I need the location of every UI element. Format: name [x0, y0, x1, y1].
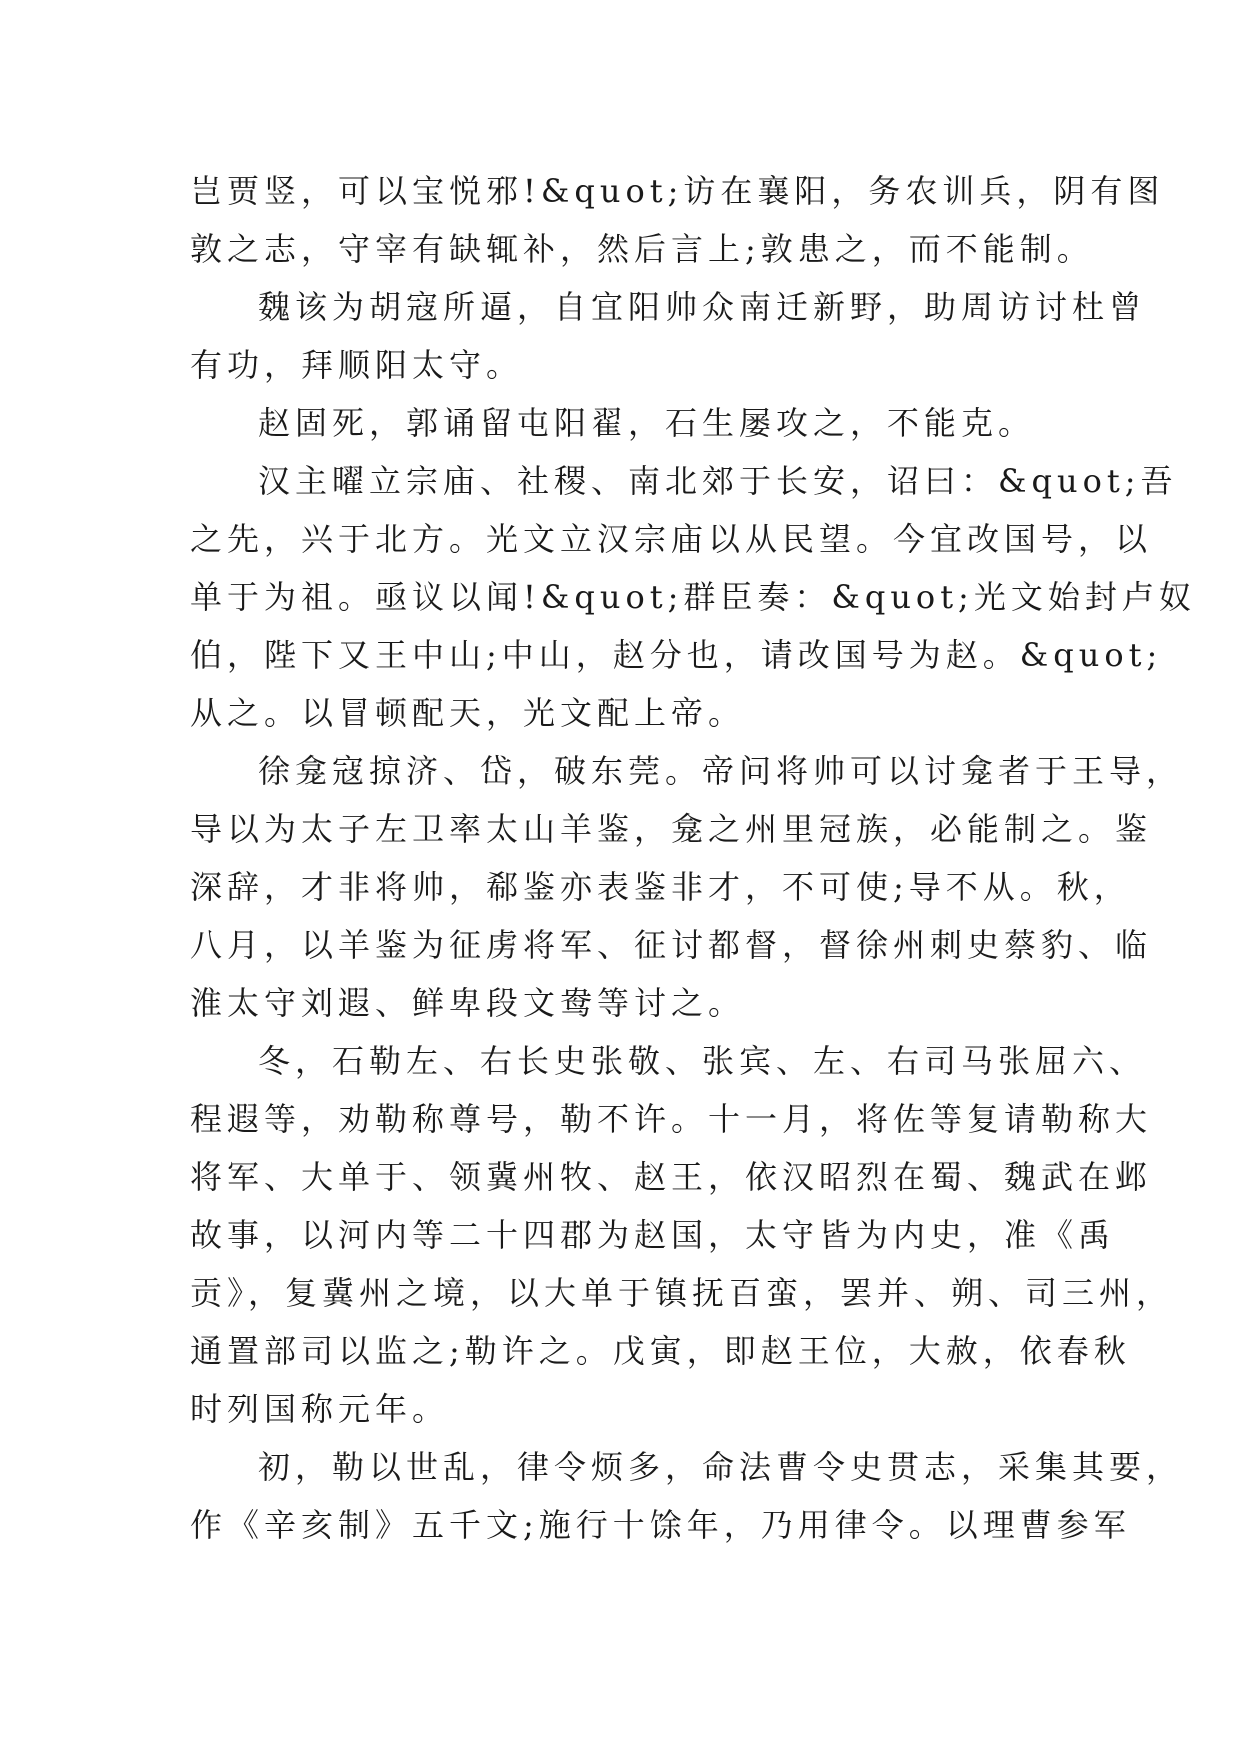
text-line: 敦之志，守宰有缺辄补，然后言上;敦患之，而不能制。	[190, 230, 1094, 268]
text-line: 之先，兴于北方。光文立汉宗庙以从民望。今宜改国号，以	[190, 520, 1153, 558]
paragraph	[190, 162, 1165, 278]
text-line: 程遐等，劝勒称尊号，勒不许。十一月，将佐等复请勒称大	[190, 1100, 1153, 1138]
text-line: 作《辛亥制》五千文;施行十馀年，乃用律令。以理曹参军	[190, 1506, 1131, 1544]
document-body	[190, 162, 1196, 1554]
text-line: 赵固死，郭诵留屯阳翟，石生屡攻之，不能克。	[258, 404, 1036, 442]
text-line: 汉主曜立宗庙、社稷、南北郊于长安，诏曰：&quot;吾	[258, 462, 1178, 500]
text-line: 八月，以羊鉴为征虏将军、征讨都督，督徐州刺史蔡豹、临	[190, 926, 1153, 964]
text-line: 岂贾竖，可以宝悦邪!&quot;访在襄阳，务农训兵，阴有图	[190, 172, 1165, 210]
text-line: 通置部司以监之;勒许之。戊寅，即赵王位，大赦，依春秋	[190, 1332, 1131, 1370]
text-line: 伯，陛下又王中山;中山，赵分也，请改国号为赵。&quot;	[190, 636, 1163, 674]
paragraph	[190, 278, 1147, 394]
text-line: 时列国称元年。	[190, 1390, 450, 1428]
paragraph	[190, 1032, 1174, 1438]
text-line: 将军、大单于、领冀州牧、赵王，依汉昭烈在蜀、魏武在邺	[190, 1158, 1153, 1196]
text-line: 魏该为胡寇所逼，自宜阳帅众南迁新野，助周访讨杜曾	[258, 288, 1147, 326]
text-line: 冬，石勒左、右长史张敬、张宾、左、右司马张屈六、	[258, 1042, 1147, 1080]
text-line: 徐龛寇掠济、岱，破东莞。帝问将帅可以讨龛者于王导，	[258, 752, 1184, 790]
text-line: 初，勒以世乱，律令烦多，命法曹令史贯志，采集其要，	[258, 1448, 1184, 1486]
text-line: 有功，拜顺阳太守。	[190, 346, 524, 384]
paragraph	[190, 394, 1090, 452]
text-line: 深辞，才非将帅，郗鉴亦表鉴非才，不可使;导不从。秋，	[190, 868, 1131, 906]
text-line: 单于为祖。亟议以闻!&quot;群臣奏：&quot;光文始封卢奴	[190, 578, 1196, 616]
text-line: 导以为太子左卫率太山羊鉴，龛之州里冠族，必能制之。鉴	[190, 810, 1153, 848]
paragraph	[190, 742, 1184, 1032]
text-line: 故事，以河内等二十四郡为赵国，太守皆为内史，准《禹	[190, 1216, 1116, 1254]
paragraph	[190, 1438, 1184, 1554]
paragraph	[190, 452, 1196, 742]
text-line: 淮太守刘遐、鲜卑段文鸯等讨之。	[190, 984, 746, 1022]
text-line: 从之。以冒顿配天，光文配上帝。	[190, 694, 746, 732]
text-line: 贡》，复冀州之境，以大单于镇抚百蛮，罢并、朔、司三州，	[190, 1274, 1174, 1312]
